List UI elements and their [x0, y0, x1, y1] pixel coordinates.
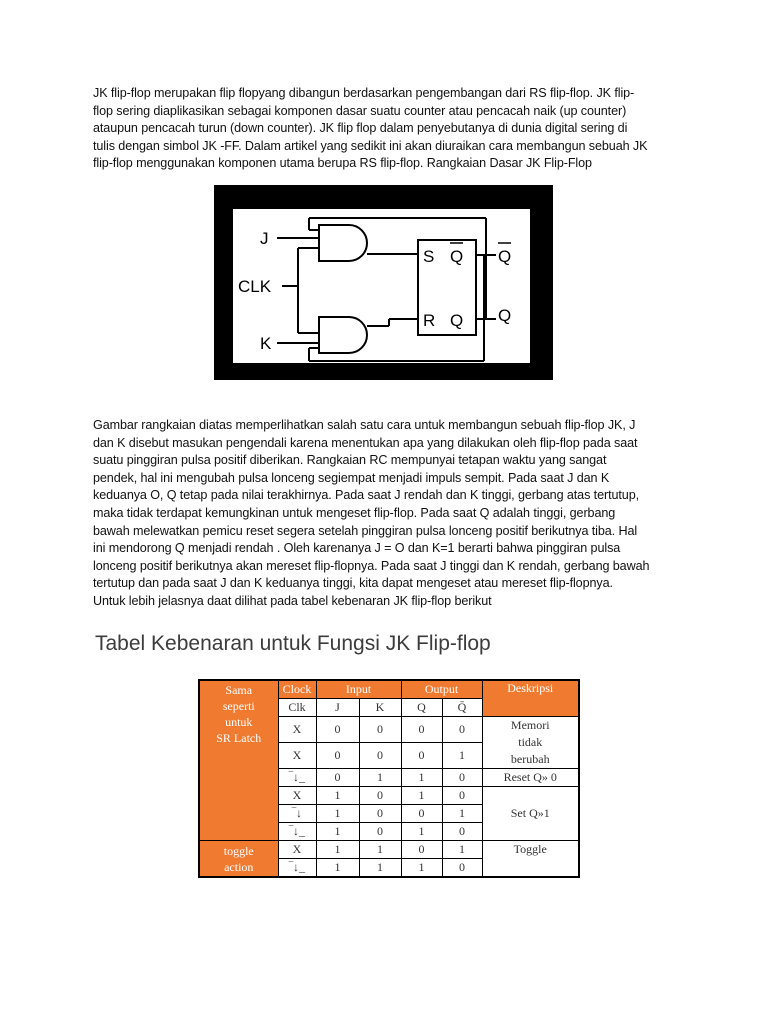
cell-j: 1 — [316, 859, 359, 878]
label-clk: CLK — [238, 277, 272, 296]
cell-j: 1 — [316, 841, 359, 859]
description-toggle: Toggle — [482, 841, 579, 878]
cell-q-bar: 0 — [442, 859, 482, 878]
lower-and-gate — [319, 317, 367, 353]
subheader-k: K — [359, 699, 401, 717]
cell-k: 1 — [359, 841, 401, 859]
cell-k: 0 — [359, 787, 401, 805]
cell-q-bar: 1 — [442, 805, 482, 823]
cell-clk: X — [278, 787, 316, 805]
cell-k: 0 — [359, 823, 401, 841]
label-s: S — [423, 247, 435, 266]
cell-q: 0 — [401, 841, 442, 859]
table-row — [199, 841, 579, 859]
cell-q-bar: 1 — [442, 743, 482, 769]
cell-clk: ‾↓_ — [278, 769, 316, 787]
cell-clk: X — [278, 841, 316, 859]
label-k: K — [260, 334, 272, 353]
cell-k: 1 — [359, 859, 401, 878]
cell-clk: ‾↓ — [278, 805, 316, 823]
group-label-same-as-sr: Sama seperti untuk SR Latch — [199, 680, 278, 841]
label-q-bar-inner: Q — [450, 247, 464, 266]
group-label-toggle: toggle action — [199, 841, 278, 878]
header-input: Input — [316, 680, 401, 699]
jk-flip-flop-circuit-diagram — [214, 185, 553, 380]
description-reset: Reset Q» 0 — [482, 769, 579, 787]
cell-j: 1 — [316, 805, 359, 823]
header-description: Deskripsi — [482, 680, 579, 717]
intro-paragraph: JK flip-flop merupakan flip flopyang dibangun berdasarkan pengembangan dari RS flip-flop. JK flip- flop sering diaplikasikan sebagai komponen dasar suatu counter atau pencacah naik (up counter) ataupun pencacah turun (down counter). JK flip flop dalam penyebutanya di dunia digital sering di tulis dengan simbol JK -FF. Dalam artikel yang sedikit ini akan diuraikan cara membangun sebuah JK flip-flop menggunakan komponen utama berupa RS flip-flop. Rangkaian Dasar JK Flip-Flop — [93, 86, 648, 171]
cell-q-bar: 1 — [442, 841, 482, 859]
upper-and-gate — [319, 225, 367, 261]
subheader-q-bar: Q̄ — [442, 699, 482, 717]
cell-k: 0 — [359, 717, 401, 743]
label-q-inner: Q — [450, 311, 464, 330]
cell-q: 1 — [401, 769, 442, 787]
cell-q-bar: 0 — [442, 769, 482, 787]
header-clock: Clock — [278, 680, 316, 699]
header-output: Output — [401, 680, 482, 699]
subheader-j: J — [316, 699, 359, 717]
truth-table-title: Tabel Kebenaran untuk Fungsi JK Flip-flop — [95, 632, 491, 655]
cell-j: 0 — [316, 717, 359, 743]
cell-q: 1 — [401, 823, 442, 841]
cell-q: 1 — [401, 787, 442, 805]
subheader-clk: Clk — [278, 699, 316, 717]
label-q-out: Q — [498, 306, 512, 325]
circuit-schematic — [214, 185, 553, 380]
cell-q-bar: 0 — [442, 787, 482, 805]
cell-q-bar: 0 — [442, 717, 482, 743]
explanation-paragraph: Gambar rangkaian diatas memperlihatkan salah satu cara untuk membangun sebuah flip-flop JK, J dan K disebut masukan pengendali karena menentukan apa yang dilakukan oleh flip-flop pada saat suatu pinggiran pulsa positif diberikan. Rangkaian RC mempunyai tetapan waktu yang sangat pendek, hal ini mengubah pulsa lonceng segiempat menjadi impuls sempit. Pada saat J dan K keduanya O, Q tetap pada nilai terakhirnya. Pada saat J rendah dan K tinggi, gerbang atas tertutup, maka tidak terdapat kemungkinan untuk mengeset flip-flop. Pada saat Q adalah tinggi, gerbang bawah melewatkan pemicu reset segera setelah pinggiran pulsa lonceng positif berikutnya tiba. Hal ini mendorong Q menjadi rendah . Oleh karenanya J = O dan K=1 berarti bahwa pinggiran pulsa lonceng positif berikutnya akan mereset flip-flopnya. Pada saat J tinggi dan K rendah, gerbang bawah tertutup dan pada saat J dan K keduanya tinggi, kita dapat mengeset atau mereset flip-flopnya. Untuk lebih jelasnya daat dilihat pada tabel kebenaran JK flip-flop berikut — [93, 418, 650, 608]
jk-truth-table — [198, 679, 580, 878]
cell-clk: ‾↓_ — [278, 823, 316, 841]
label-j: J — [260, 229, 269, 248]
cell-j: 0 — [316, 743, 359, 769]
cell-k: 1 — [359, 769, 401, 787]
cell-clk: X — [278, 743, 316, 769]
cell-clk: X — [278, 717, 316, 743]
subheader-q: Q — [401, 699, 442, 717]
cell-clk: ‾↓_ — [278, 859, 316, 878]
label-q-bar-out: Q — [498, 247, 512, 266]
cell-k: 0 — [359, 743, 401, 769]
cell-q: 1 — [401, 859, 442, 878]
cell-q: 0 — [401, 743, 442, 769]
cell-j: 0 — [316, 769, 359, 787]
cell-j: 1 — [316, 823, 359, 841]
description-set: Set Q»1 — [482, 787, 579, 841]
cell-q-bar: 0 — [442, 823, 482, 841]
description-memory: Memori tidak berubah — [482, 717, 579, 769]
label-r: R — [423, 311, 436, 330]
cell-j: 1 — [316, 787, 359, 805]
cell-k: 0 — [359, 805, 401, 823]
cell-q: 0 — [401, 717, 442, 743]
cell-q: 0 — [401, 805, 442, 823]
